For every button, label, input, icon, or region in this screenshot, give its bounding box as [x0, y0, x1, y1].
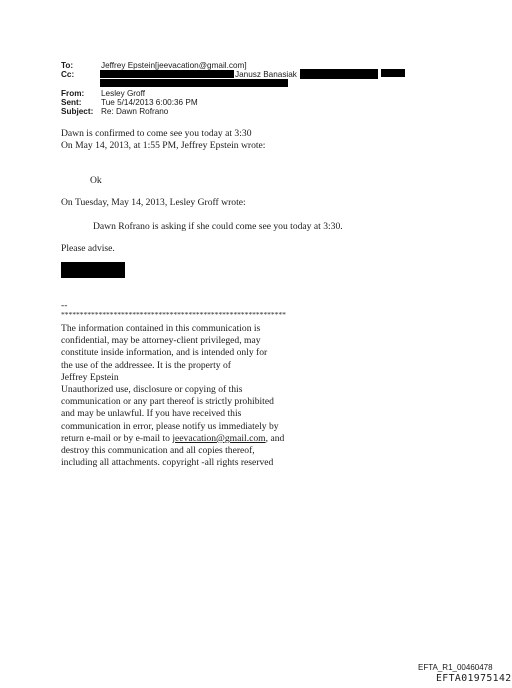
- disclaimer-line: communication or any part thereof is strictly prohibited: [61, 396, 274, 408]
- disclaimer-line: destroy this communication and all copies thereof,: [61, 445, 255, 456]
- sent-label: Sent:: [61, 97, 82, 107]
- body-line-advise: Please advise.: [61, 243, 115, 254]
- subject-value: Re: Dawn Rofrano: [101, 106, 169, 116]
- bates-number-secondary: EFTA01975142: [436, 673, 512, 684]
- signature-dashes: --: [61, 300, 68, 311]
- redaction-bar: [100, 79, 288, 87]
- email-link[interactable]: jeevacation@gmail.com: [172, 432, 266, 444]
- from-value: Lesley Groff: [101, 88, 145, 98]
- disclaimer-line: confidential, may be attorney-client privileged, may: [61, 335, 261, 347]
- sent-value: Tue 5/14/2013 6:00:36 PM: [101, 97, 198, 107]
- body-line-quoted-request: Dawn Rofrano is asking if she could come see you today at 3:30.: [93, 221, 343, 232]
- disclaimer-line: the use of the addressee. It is the property of: [61, 359, 231, 371]
- disclaimer-line: communication in error, please notify us immediately by: [61, 420, 279, 432]
- redaction-bar: [100, 70, 234, 78]
- cc-value: Janusz Banasiak: [235, 70, 297, 80]
- body-line-confirmed: Dawn is confirmed to come see you today at 3:30: [61, 128, 252, 139]
- disclaimer-line-with-email: [61, 433, 284, 445]
- redaction-bar: [61, 262, 125, 278]
- redaction-bar: [300, 69, 378, 79]
- disclaimer-line: Unauthorized use, disclosure or copying of this: [61, 384, 243, 395]
- disclaimer-line: constitute inside information, and is intended only for: [61, 347, 268, 359]
- disclaimer-email-prefix: return e-mail or by e-mail to: [61, 432, 173, 444]
- to-label: To:: [61, 61, 74, 70]
- body-line-quote-header: On May 14, 2013, at 1:55 PM, Jeffrey Epstein wrote:: [61, 140, 266, 151]
- from-label: From:: [61, 88, 85, 98]
- disclaimer-line: Jeffrey Epstein: [61, 371, 119, 383]
- bates-number-primary: EFTA_R1_00460478: [418, 663, 493, 672]
- cc-label: Cc:: [61, 70, 75, 80]
- body-line-ok: Ok: [90, 175, 102, 186]
- to-value: Jeffrey Epstein[jeevacation@gmail.com]: [101, 61, 247, 70]
- signature-stars: ************************************************************: [61, 310, 286, 319]
- body-line-quote-header-2: On Tuesday, May 14, 2013, Lesley Groff wrote:: [61, 197, 246, 208]
- disclaimer-email-suffix: , and: [265, 432, 285, 444]
- subject-label: Subject:: [61, 106, 94, 116]
- disclaimer-line: and may be unlawful. If you have received this: [61, 408, 242, 420]
- disclaimer-line: The information contained in this communication is: [61, 323, 261, 334]
- redaction-bar: [381, 69, 405, 77]
- disclaimer-line: including all attachments. copyright -all rights reserved: [61, 457, 274, 469]
